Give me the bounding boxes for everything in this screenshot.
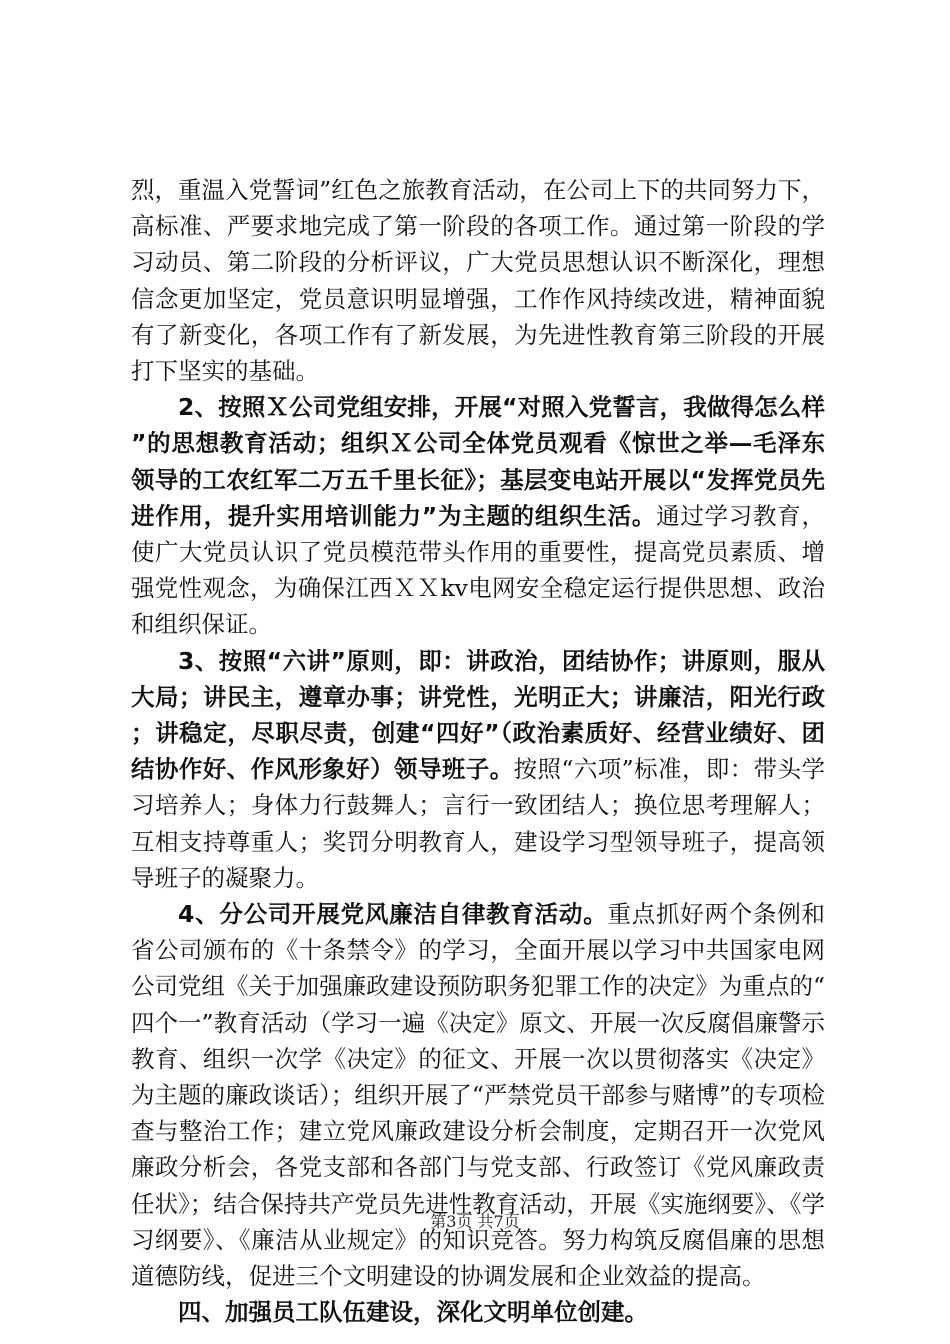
paragraph-heading: 4、分公司开展党风廉洁自律教育活动。 <box>178 900 608 929</box>
paragraph-heading: 2、按照Ｘ公司党组安排，开展“对照入党誓言，我做得怎么样”的思想教育活动；组织Ｘ公司全体党员观看《惊世之举—毛泽东领导的工农红军二万五千里长征》；基层变电站开展以“发挥党员先进作用，提升实用培训能力”为主题的组织生活。 <box>131 393 825 530</box>
paragraph-item-3 <box>131 643 825 896</box>
paragraph-text: 通过学习教育，使广大党员认识了党员模范带头作用的重要性，提高党员素质、增强党性观念，为确保江西ＸＸkv电网安全稳定运行提供思想、政治和组织保证。 <box>131 501 825 639</box>
paragraph-item-4 <box>131 896 825 1294</box>
paragraph-text: 重点抓好两个条例和省公司颁布的《十条禁令》的学习，全面开展以学习中共国家电网公司党组《关于加强廉政建设预防职务犯罪工作的决定》为重点的“四个一”教育活动（学习一遍《决定》原文、开展一次反腐倡廉警示教育、组织一次学《决定》的征文、开展一次以贯彻落实《决定》为主题的廉政谈话）；组织开展了“严禁党员干部参与赌博”的专项检查与整治工作；建立党风廉政建设分析会制度，定期召开一次党风廉政分析会，各党支部和各部门与党支部、行政签订《党风廉政责任状》；结合保持共产党员先进性教育活动，开展《实施纲要》、《学习纲要》、《廉洁从业规定》的知识竞答。努力构筑反腐倡廉的思想道德防线，促进三个文明建设的协调发展和企业效益的提高。 <box>131 900 825 1291</box>
document-body <box>131 172 825 1331</box>
paragraph-continuation <box>131 172 825 389</box>
page-number-label: 第3页 共7页 <box>430 1212 520 1231</box>
section-heading-text: 四、加强员工队伍建设，深化文明单位创建。 <box>178 1298 648 1327</box>
paragraph-text: 按照“六项”标准，即：带头学习培养人；身体力行鼓舞人；言行一致团结人；换位思考理解人；互相支持尊重人；奖罚分明教育人，建设学习型领导班子，提高领导班子的凝聚力。 <box>131 755 826 892</box>
paragraph-text: 烈，重温入党誓词”红色之旅教育活动，在公司上下的共同努力下，高标准、严要求地完成了第一阶段的各项工作。通过第一阶段的学习动员、第二阶段的分析评议，广大党员思想认识不断深化，理想信念更加坚定，党员意识明显增强，工作作风持续改进，精神面貌有了新变化，各项工作有了新发展，为先进性教育第三阶段的开展打下坚实的基础。 <box>131 176 825 386</box>
paragraph-heading: 3、按照“六讲”原则，即：讲政治，团结协作；讲原则，服从大局；讲民主，遵章办事；讲党性，光明正大；讲廉洁，阳光行政；讲稳定，尽职尽责，创建“四好”（政治素质好、经营业绩好、团结协作好、作风形象好）领导班子。 <box>131 646 825 784</box>
page-footer <box>0 1212 950 1232</box>
paragraph-item-2 <box>131 389 825 642</box>
section-heading <box>131 1294 825 1330</box>
